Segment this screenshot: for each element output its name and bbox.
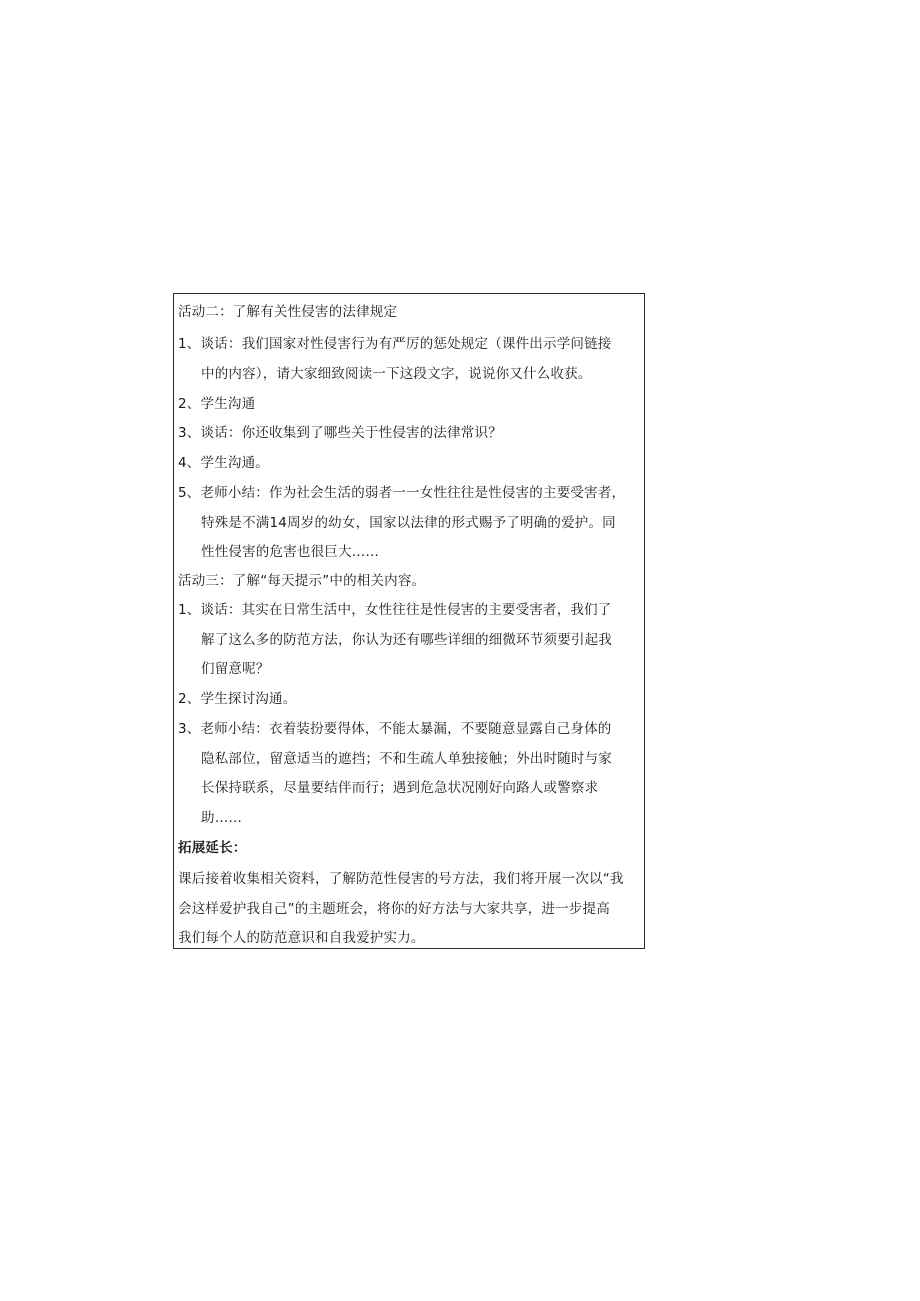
activity2-item2: 2、学生沟通 [178, 396, 256, 412]
extension-title: 拓展延长： [178, 840, 247, 856]
activity2-title: 活动二：了解有关性侵害的法律规定 [178, 304, 398, 320]
activity2-item5-line3: 性性侵害的危害也很巨大…… [201, 544, 380, 560]
activity3-item3-line1: 3、老师小结：衣着装扮要得体，不能太暴漏，不要随意显露自己身体的 [178, 721, 612, 737]
activity2-item1-line2: 中的内容），请大家细致阅读一下这段文字，说说你又什么收获。 [201, 366, 592, 382]
activity3-item1-line2: 解了这么多的防范方法，你认为还有哪些详细的细微环节须要引起我 [201, 632, 612, 648]
activity2-item1-line1: 1、谈话：我们国家对性侵害行为有严厉的惩处规定（课件出示学问链接 [178, 336, 612, 352]
extension-line1: 课后接着收集相关资料，了解防范性侵害的号方法，我们将开展一次以“我 [178, 871, 624, 887]
lesson-content-box [173, 293, 645, 949]
activity2-item4: 4、学生沟通。 [178, 455, 269, 471]
activity3-item3-line4: 助…… [201, 810, 243, 826]
activity3-item2: 2、学生探讨沟通。 [178, 691, 297, 707]
activity3-item1-line1: 1、谈话：其实在日常生活中，女性往往是性侵害的主要受害者，我们了 [178, 602, 612, 618]
activity3-item3-line3: 长保持联系，尽量要结伴而行；遇到危急状况刚好向路人或警察求 [201, 780, 599, 796]
extension-line2: 会这样爱护我自己”的主题班会，将你的好方法与大家共享，进一步提高 [178, 901, 610, 917]
extension-line3: 我们每个人的防范意识和自我爱护实力。 [178, 930, 425, 946]
activity3-title: 活动三：了解“每天提示”中的相关内容。 [178, 573, 426, 589]
activity2-item5-line1: 5、老师小结：作为社会生活的弱者一一女性往往是性侵害的主要受害者， [178, 485, 626, 501]
activity3-item3-line2: 隐私部位，留意适当的遮挡；不和生疏人单独接触；外出时随时与家 [201, 751, 612, 767]
activity2-item5-line2: 特殊是不满14周岁的幼女，国家以法律的形式赐予了明确的爱护。同 [201, 515, 616, 531]
activity3-item1-line3: 们留意呢？ [201, 661, 270, 677]
activity2-item3: 3、谈话：你还收集到了哪些关于性侵害的法律常识？ [178, 425, 502, 441]
